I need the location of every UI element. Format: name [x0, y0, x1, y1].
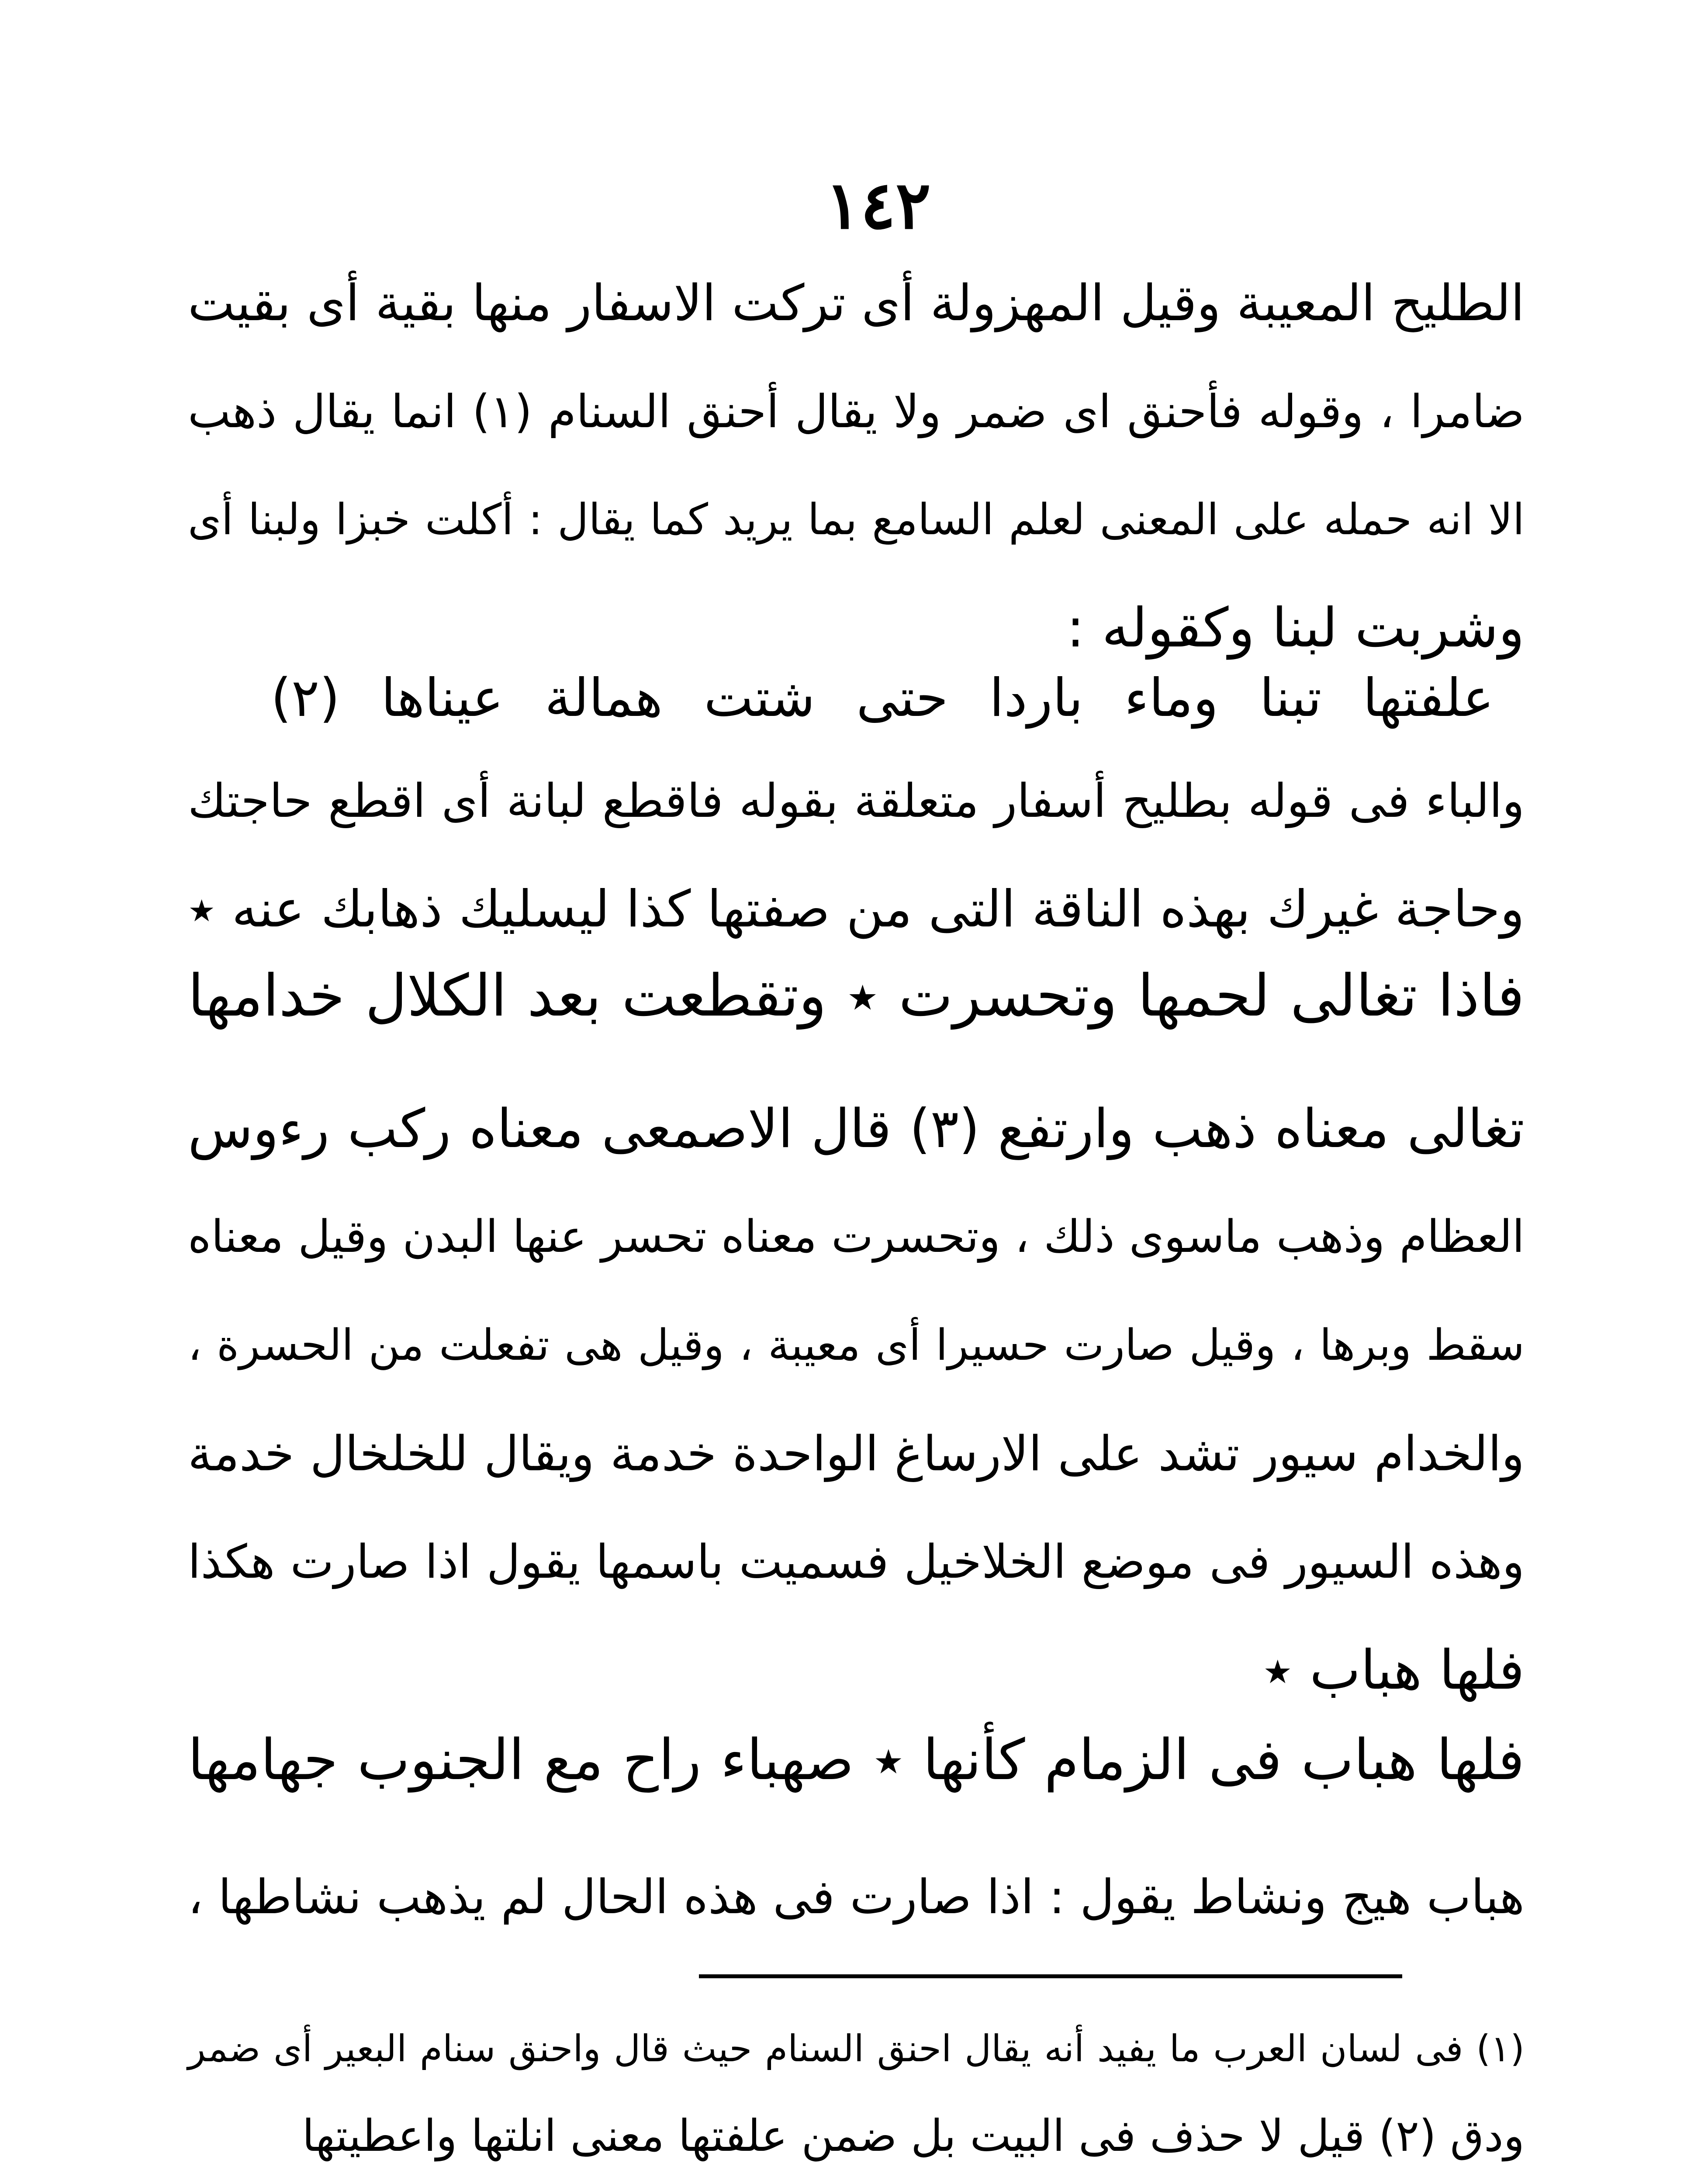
text-line: سقط وبرها ، وقيل صارت حسيرا أى معيبة ، وقيل هى تفعلت من الحسرة ، [188, 1320, 1525, 1370]
commentary-paragraph-2 [188, 747, 1525, 964]
verse-line: فلها هباب فى الزمام كأنها ٭ صهباء راح مع الجنوب جهامها [188, 1728, 1525, 1793]
text-line: الطليح المعيبة وقيل المهزولة أى تركت الاسفار منها بقية أى بقيت [188, 274, 1525, 332]
poem-verse-1 [188, 939, 1525, 1053]
commentary-paragraph-3 [188, 1075, 1525, 1724]
text-line: وشربت لبنا وكقوله : [1066, 597, 1525, 660]
text-line: الا انه حمله على المعنى لعلم السامع بما يريد كما يقال : أكلت خبزا ولبنا أى [188, 495, 1525, 545]
footnote-line [188, 2180, 1525, 2184]
text-line: فلها هباب ٭ [1263, 1639, 1525, 1702]
verse-line: علفتها تبنا وماء باردا حتى شتت همالة عيناها (٢) [271, 668, 1494, 729]
text-line: العظام وذهب ماسوى ذلك ، وتحسرت معناه تحسر عنها البدن وقيل معناه [188, 1211, 1525, 1263]
footnotes [188, 2005, 1525, 2184]
text-line: وهذه السيور فى موضع الخلاخيل فسميت باسمها يقول اذا صارت هكذا [188, 1535, 1525, 1589]
quoted-verse [271, 644, 1494, 753]
text-line: والخدام سيور تشد على الارساغ الواحدة خدمة ويقال للخلخال خدمة [188, 1426, 1525, 1482]
text-line: ضامرا ، وقوله فأحنق اى ضمر ولا يقال أحنق السنام (١) انما يقال ذهب [188, 385, 1525, 438]
text-line: وحاجة غيرك بهذه الناقة التى من صفتها كذا ليسليك ذهابك عنه ٭ [188, 880, 1525, 939]
verse-line: فاذا تغالى لحمها وتحسرت ٭ وتقطعت بعد الكلال خدامها [188, 962, 1525, 1030]
text-line: والباء فى قوله بطليح أسفار متعلقة بقوله فاقطع لبانة أى اقطع حاجتك [188, 774, 1525, 828]
poem-verse-2 [188, 1704, 1525, 1817]
footnote-line: ودق (٢) قيل لا حذف فى البيت بل ضمن علفتها معنى انلتها واعطيتها [302, 2110, 1525, 2161]
text-line: هباب هيج ونشاط يقول : اذا صارت فى هذه الحال لم يذهب نشاطها ، [188, 1870, 1525, 1925]
text-line: تغالى معناه ذهب وارتفع (٣) قال الاصمعى معناه ركب رءوس [188, 1098, 1525, 1160]
footnote-divider [699, 1974, 1402, 1978]
commentary-paragraph-4 [188, 1843, 1525, 1952]
footnote-line: (١) فى لسان العرب ما يفيد أنه يقال احنق السنام حيث قال واحنق سنام البعير أى ضمر [188, 2027, 1525, 2070]
page-number: ١٤٢ [825, 167, 931, 244]
commentary-paragraph-1 [188, 249, 1525, 682]
